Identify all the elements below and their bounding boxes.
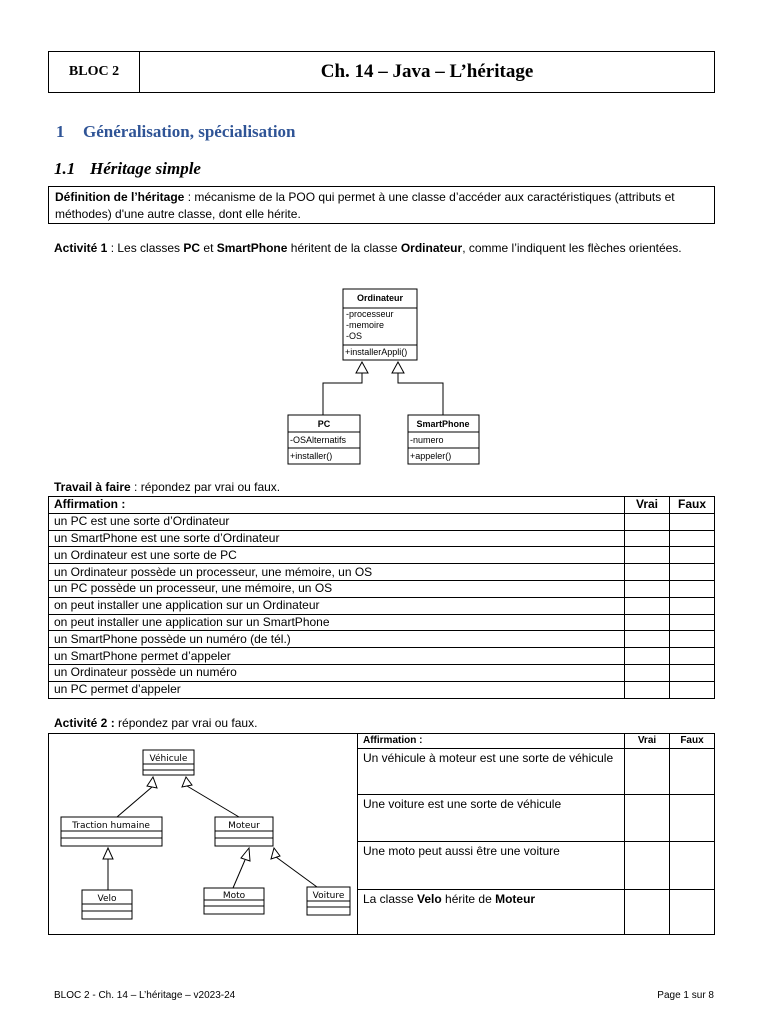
class-ordinateur-method: +installerAppli() (345, 347, 408, 357)
faux-cell[interactable] (670, 681, 715, 698)
affirmation-cell: un Ordinateur possède un processeur, une mémoire, un OS (49, 564, 625, 581)
header-vrai: Vrai (625, 497, 670, 514)
faux-cell[interactable] (670, 664, 715, 681)
bloc-label: BLOC 2 (49, 52, 140, 92)
vrai-cell[interactable] (625, 648, 670, 665)
header-faux: Faux (670, 734, 715, 749)
activity-2-text: répondez par vrai ou faux. (114, 716, 258, 730)
work-label: Travail à faire (54, 480, 131, 494)
table-row (49, 530, 715, 547)
table-row (49, 580, 715, 597)
vrai-cell[interactable] (625, 564, 670, 581)
class-smartphone-name: SmartPhone (416, 419, 470, 429)
vrai-cell[interactable] (625, 842, 670, 890)
faux-cell[interactable] (670, 530, 715, 547)
activity-1-t3: héritent de la classe (287, 241, 401, 255)
affirmation-cell: un SmartPhone permet d’appeler (49, 648, 625, 665)
class-smartphone-method: +appeler() (410, 451, 452, 461)
class-pc-name: PC (317, 419, 331, 429)
table-row (49, 631, 715, 648)
table-row (49, 513, 715, 530)
affirmation-cell (358, 890, 625, 935)
class-ordinateur-attr: -processeur (346, 309, 394, 319)
vrai-cell[interactable] (625, 547, 670, 564)
header-faux: Faux (670, 497, 715, 514)
affirmation-cell: Une moto peut aussi être une voiture (358, 842, 625, 890)
table-row (49, 664, 715, 681)
affirmation-cell: Une voiture est une sorte de véhicule (358, 795, 625, 842)
activity-1-label: Activité 1 (54, 241, 108, 255)
affirmation-cell: un SmartPhone possède un numéro (de tél.) (49, 631, 625, 648)
table-row (49, 597, 715, 614)
header-affirmation: Affirmation : (49, 497, 625, 514)
faux-cell[interactable] (670, 890, 715, 935)
class-ordinateur-name: Ordinateur (356, 293, 404, 303)
affirmation-table-2 (357, 733, 715, 935)
activity-1-sp: SmartPhone (216, 241, 288, 255)
row4-text-d: Moteur (495, 892, 536, 906)
faux-cell[interactable] (670, 614, 715, 631)
table-row (358, 749, 715, 795)
header-affirmation: Affirmation : (358, 734, 625, 749)
activity-1-t4: , comme l’indiquent les flèches orientées. (462, 241, 682, 255)
section-1-1-number: 1.1 (54, 159, 76, 178)
vrai-cell[interactable] (625, 513, 670, 530)
activity-1-t2: et (200, 241, 217, 255)
activity-2-instruction (54, 716, 257, 730)
faux-cell[interactable] (670, 842, 715, 890)
affirmation-cell: Un véhicule à moteur est une sorte de véhicule (358, 749, 625, 795)
affirmation-cell: on peut installer une application sur un Ordinateur (49, 597, 625, 614)
activity-1-pc: PC (183, 241, 201, 255)
affirmation-table-1 (48, 496, 715, 699)
class-pc-attr: -OSAlternatifs (290, 435, 347, 445)
affirmation-cell: un PC permet d’appeler (49, 681, 625, 698)
class-ordinateur-attr: -memoire (346, 320, 385, 330)
footer-page-number: Page 1 sur 8 (657, 990, 714, 1001)
faux-cell[interactable] (670, 597, 715, 614)
table-header-row (358, 734, 715, 749)
vrai-cell[interactable] (625, 580, 670, 597)
vrai-cell[interactable] (625, 597, 670, 614)
affirmation-cell: un Ordinateur est une sorte de PC (49, 547, 625, 564)
vrai-cell[interactable] (625, 681, 670, 698)
section-1-1-title: Héritage simple (90, 159, 201, 178)
class-ordinateur-attr: -OS (346, 331, 363, 341)
work-instruction (54, 480, 280, 494)
faux-cell[interactable] (670, 564, 715, 581)
vrai-cell[interactable] (625, 631, 670, 648)
affirmation-cell: on peut installer une application sur un SmartPhone (49, 614, 625, 631)
vrai-cell[interactable] (625, 530, 670, 547)
definition-text: : mécanisme de la POO qui permet à une classe d’accéder aux caractéristiques (attributs et méthodes) d'une autre classe, dont elle hérite. (55, 190, 675, 221)
uml-diagram-vehicule (49, 734, 357, 934)
class-moto-name: Moto (222, 891, 246, 901)
table-row (49, 564, 715, 581)
row4-text-a: La classe (363, 892, 418, 906)
faux-cell[interactable] (670, 749, 715, 795)
class-vehicule-name: Véhicule (149, 754, 188, 764)
class-smartphone-attr: -numero (410, 435, 444, 445)
header-vrai: Vrai (625, 734, 670, 749)
faux-cell[interactable] (670, 795, 715, 842)
affirmation-cell: un PC est une sorte d’Ordinateur (49, 513, 625, 530)
table-row (49, 614, 715, 631)
uml-diagram-ordinateur (0, 0, 768, 480)
section-1-number: 1 (56, 122, 65, 141)
vrai-cell[interactable] (625, 664, 670, 681)
vrai-cell[interactable] (625, 795, 670, 842)
faux-cell[interactable] (670, 513, 715, 530)
table-row (358, 890, 715, 935)
affirmation-cell: un PC possède un processeur, une mémoire, un OS (49, 580, 625, 597)
activity-2-label: Activité 2 : (54, 716, 115, 730)
faux-cell[interactable] (670, 648, 715, 665)
footer-left: BLOC 2 - Ch. 14 – L’héritage – v2023-24 (54, 990, 236, 1001)
class-velo-name: Velo (97, 894, 117, 904)
vrai-cell[interactable] (625, 749, 670, 795)
table-row (358, 795, 715, 842)
vrai-cell[interactable] (625, 614, 670, 631)
work-text: : répondez par vrai ou faux. (130, 480, 281, 494)
affirmation-cell: un Ordinateur possède un numéro (49, 664, 625, 681)
class-pc-method: +installer() (290, 451, 333, 461)
faux-cell[interactable] (670, 547, 715, 564)
vrai-cell[interactable] (625, 890, 670, 935)
table-header-row (49, 497, 715, 514)
class-moteur-name: Moteur (228, 821, 260, 831)
class-voiture-name: Voiture (312, 891, 345, 901)
definition-label: Définition de l’héritage (55, 190, 185, 204)
faux-cell[interactable] (670, 580, 715, 597)
affirmation-cell: un SmartPhone est une sorte d’Ordinateur (49, 530, 625, 547)
row4-text-b: Velo (417, 892, 442, 906)
class-traction-name: Traction humaine (72, 821, 150, 831)
faux-cell[interactable] (670, 631, 715, 648)
table-row (49, 547, 715, 564)
table-row (358, 842, 715, 890)
chapter-title: Ch. 14 – Java – L’héritage (320, 61, 534, 82)
table-row (49, 648, 715, 665)
activity-1-ord: Ordinateur (400, 241, 463, 255)
table-row (49, 681, 715, 698)
activity-1-t1: : Les classes (107, 241, 184, 255)
row4-text-c: hérite de (441, 892, 496, 906)
section-1-title: Généralisation, spécialisation (83, 122, 296, 141)
